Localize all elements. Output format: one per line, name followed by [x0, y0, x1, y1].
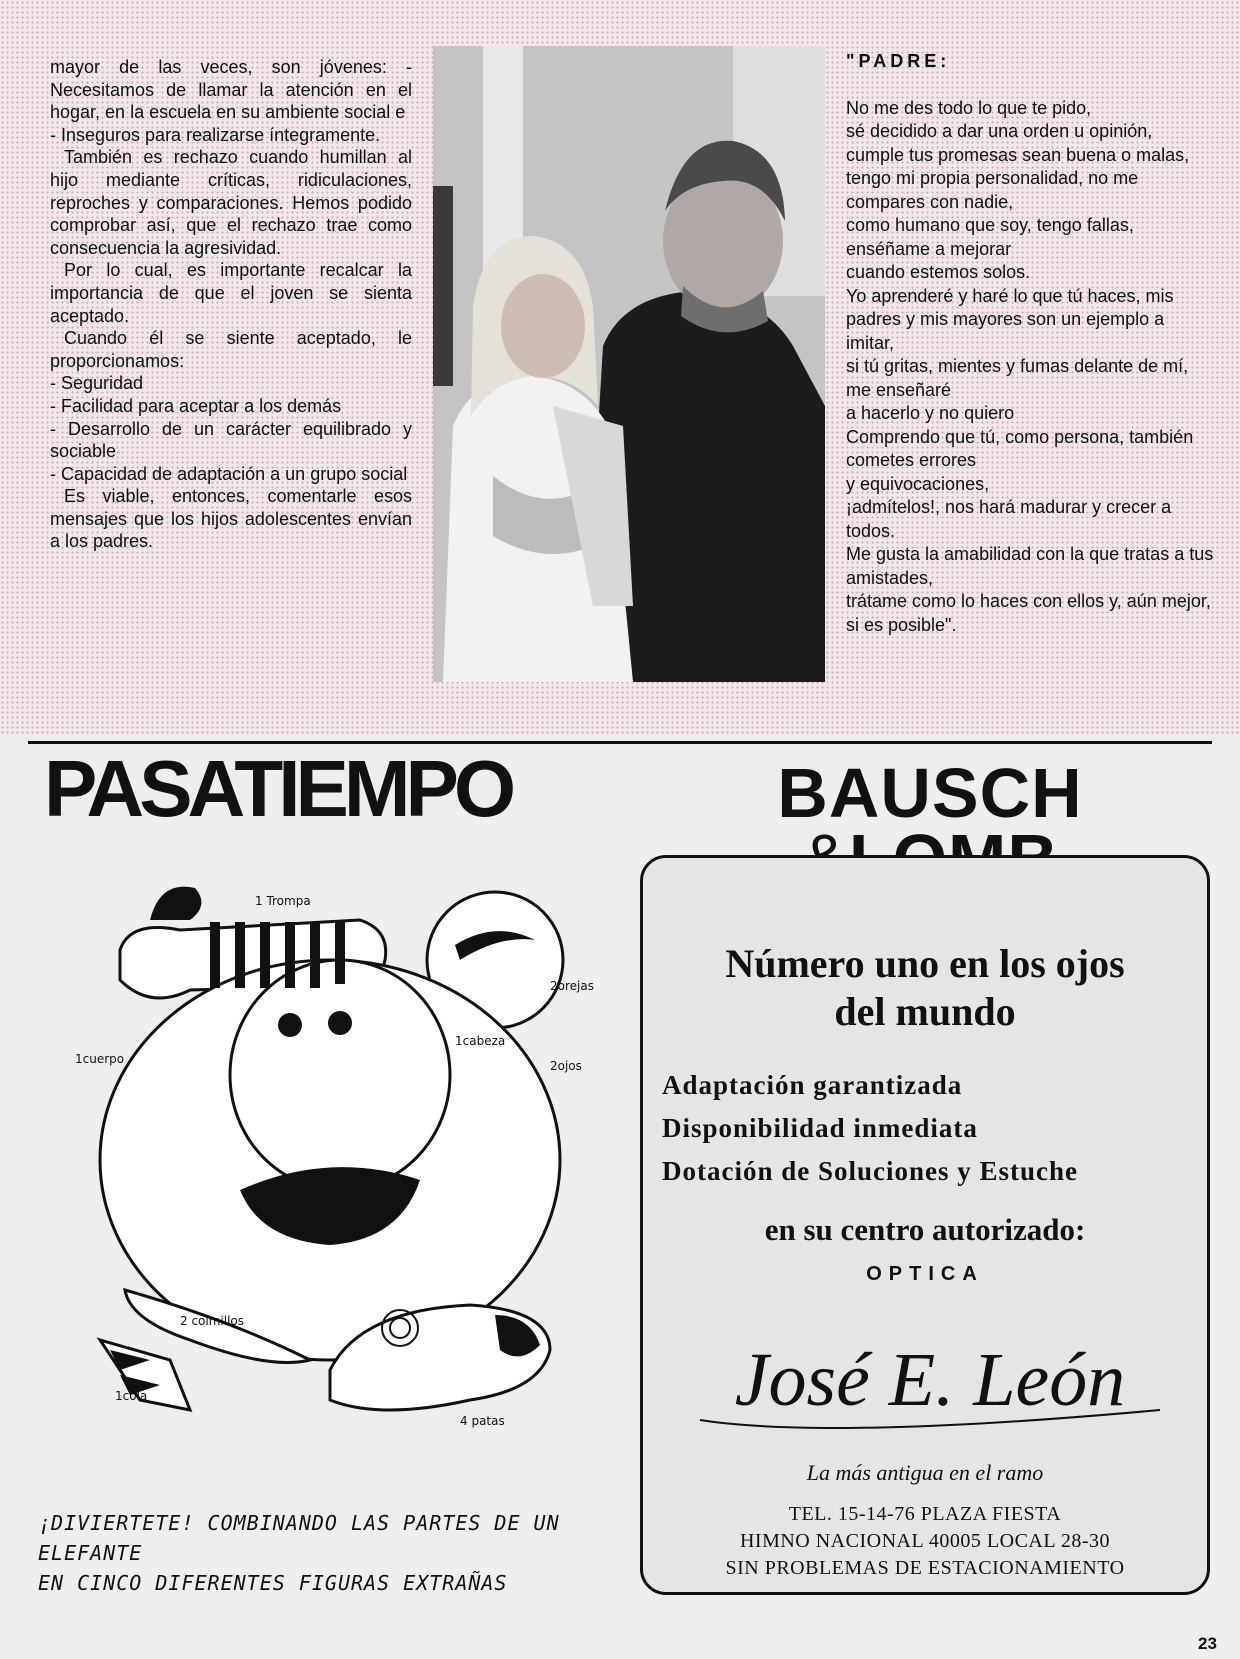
label-patas: 4 patas: [460, 1414, 505, 1428]
poem-line: cuando estemos solos.: [846, 262, 1031, 282]
brand-line-1: BAUSCH: [777, 754, 1083, 832]
page-number: 23: [1198, 1634, 1217, 1653]
jose-leon-signature-logo: [680, 1300, 1180, 1450]
poem-line: si tú gritas, mientes y fumas delante de mí, me enseñaré: [846, 356, 1189, 400]
instructions-line-1: ¡DIVIERTETE! COMBINANDO LAS PARTES DE UN ELEFANTE: [38, 1511, 560, 1565]
poem-column: [846, 50, 1216, 637]
poem-line: sé decidido a dar una orden u opinión,: [846, 121, 1153, 141]
label-cabeza: 1cabeza: [455, 1034, 506, 1048]
ad-headline-line-1: Número uno en los ojos: [725, 941, 1125, 986]
poem-line: No me des todo lo que te pido,: [846, 97, 1092, 118]
ad-contact-line: SIN PROBLEMAS DE ESTACIONAMIENTO: [725, 1557, 1125, 1579]
father-daughter-photo: [433, 46, 825, 682]
article-paragraph: Es viable, entonces, comentarle esos mensajes que los hijos adolescentes envían a los padres.: [50, 486, 412, 552]
poem-line: Yo aprenderé y haré lo que tú haces, mis padres y mis mayores son un ejemplo a imitar,: [846, 285, 1174, 353]
ad-tagline: La más antigua en el ramo: [806, 1460, 1044, 1485]
ad-feature: Dotación de Soluciones y Estuche: [662, 1156, 1079, 1186]
label-cuerpo: 1cuerpo: [75, 1052, 125, 1066]
instructions-line-2: EN CINCO DIFERENTES FIGURAS EXTRAÑAS: [38, 1571, 508, 1595]
poem-line: ¡admítelos!, nos hará madurar y crecer a todos.: [846, 497, 1172, 541]
label-cola: 1cola: [115, 1389, 148, 1403]
article-left-column: [50, 56, 412, 553]
poem-title: "PADRE:: [846, 51, 951, 71]
label-orejas: 2orejas: [550, 979, 594, 993]
pasatiempo-title: PASATIEMPO: [44, 744, 512, 833]
poem-line: tengo mi propia personalidad, no me compares con nadie,: [846, 168, 1139, 212]
poem-line: Me gusta la amabilidad con la que tratas a tus amistades,: [846, 544, 1214, 588]
article-paragraph: También es rechazo cuando humillan al hijo mediante críticas, ridiculaciones, reproches y comparaciones. Hemos podido comprobar así, que el rechazo trae como consecuencia la agresividad.: [50, 147, 412, 258]
ad-contact-line: TEL. 15-14-76 PLAZA FIESTA: [788, 1503, 1062, 1525]
article-paragraph: - Inseguros para realizarse íntegramente.: [50, 124, 381, 145]
article-paragraph: Cuando él se siente aceptado, le proporcionamos:: [50, 328, 412, 371]
signature-text: José E. León: [734, 1338, 1126, 1422]
poem-line: Comprendo que tú, como persona, también cometes errores: [846, 426, 1194, 470]
article-list-item: - Facilidad para aceptar a los demás: [50, 395, 342, 416]
ad-feature: Disponibilidad inmediata: [662, 1113, 978, 1143]
head-shape: [230, 960, 450, 1190]
photo-illustration: [433, 46, 825, 682]
article-list-item: - Seguridad: [50, 373, 144, 394]
label-trompa: 1 Trompa: [255, 894, 311, 908]
poem-line: a hacerlo y no quiero: [846, 403, 1015, 423]
ad-contact-line: HIMNO NACIONAL 40005 LOCAL 28-30: [739, 1530, 1111, 1552]
poem-line: cumple tus promesas sean buena o malas,: [846, 144, 1190, 165]
poem-line: trátame como lo haces con ellos y, aún mejor, si es posible".: [846, 591, 1211, 635]
pasatiempo-instructions: [38, 1508, 638, 1598]
article-paragraph: Por lo cual, es importante recalcar la importancia de que el joven se sienta aceptado.: [50, 260, 412, 326]
ad-headline-line-2: del mundo: [834, 989, 1016, 1034]
article-list-item: - Capacidad de adaptación a un grupo social: [50, 463, 408, 484]
ad-optica-label: OPTICA: [866, 1263, 984, 1285]
label-ojos: 2ojos: [550, 1059, 582, 1073]
label-colmillos: 2 colmillos: [180, 1314, 245, 1328]
ad-headline: [650, 940, 1200, 1036]
ad-feature: Adaptación garantizada: [662, 1070, 963, 1100]
ad-center-line: en su centro autorizado:: [764, 1212, 1086, 1247]
poem-line: y equivocaciones,: [846, 473, 990, 494]
elephant-puzzle-illustration: [30, 860, 630, 1490]
article-paragraph: mayor de las veces, son jóvenes: - Necesitamos de llamar la atención en el hogar, en la escuela en su ambiente social e: [50, 57, 412, 123]
article-list-item: - Desarrollo de un carácter equilibrado y sociable: [50, 418, 412, 462]
poem-line: como humano que soy, tengo fallas, enséñame a mejorar: [846, 215, 1134, 259]
